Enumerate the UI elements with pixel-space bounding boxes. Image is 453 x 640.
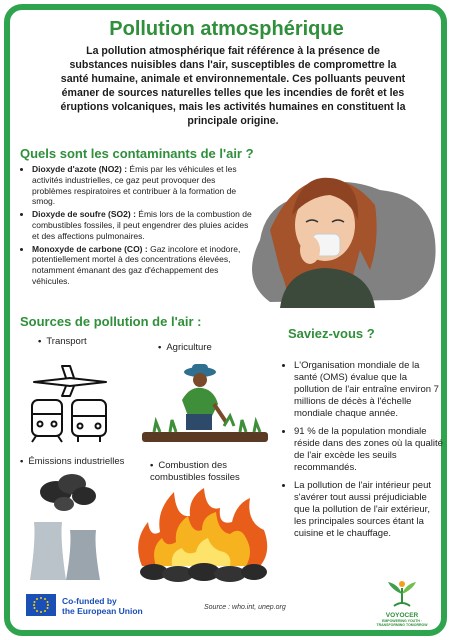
contaminant-term: Dioxyde de soufre (SO2) : bbox=[32, 209, 136, 220]
list-item: • 91 % de la population mondiale réside dans des zones où la qualité de l'air excède les seuils recommandés. bbox=[294, 426, 444, 474]
eu-line1: Co-funded by bbox=[62, 596, 117, 606]
source-combustion-label: • Combustion des combustibles fossiles bbox=[150, 460, 240, 483]
source-label: Combustion des combustibles fossiles bbox=[150, 460, 240, 483]
source-agriculture-label: • Agriculture bbox=[158, 342, 212, 353]
list-item: • La pollution de l'air intérieur peut s'avérer tout aussi préjudiciable que la pollution de l'air extérieur, les principales sources étant la cuisine et le chauffage. bbox=[294, 480, 444, 540]
factory-icon bbox=[20, 470, 120, 582]
eu-cofunded-text bbox=[62, 596, 143, 616]
list-item bbox=[32, 164, 257, 207]
sources-heading: Sources de pollution de l'air : bbox=[20, 314, 202, 329]
list-item bbox=[32, 244, 257, 287]
saviez-list bbox=[282, 360, 444, 546]
eu-flag-icon bbox=[26, 594, 56, 616]
contaminants-list bbox=[20, 164, 257, 289]
page-title: Pollution atmosphérique bbox=[109, 18, 344, 40]
source-transport-label: • Transport bbox=[38, 336, 87, 347]
fire-icon bbox=[132, 486, 272, 582]
woman-mask-illustration bbox=[230, 130, 440, 308]
intro-paragraph: La pollution atmosphérique fait référence à la présence de substances nuisibles dans l'air, susceptibles de compromettre la santé humaine, animale et environnementale. Ces polluants peuvent émaner de sources naturelles telles que les incendies de forêt et les éruptions volcaniques, mais les activités humaines en constituent la principale origine. bbox=[60, 45, 406, 127]
contaminant-term: Dioxyde d'azote (NO2) : bbox=[32, 164, 128, 174]
source-citation: Source : who.int, unep.org bbox=[204, 604, 286, 611]
transport-icon bbox=[26, 356, 114, 444]
voyocer-logo-text bbox=[372, 612, 432, 627]
logo-name: VOYOCER bbox=[385, 612, 419, 619]
eu-line2: the European Union bbox=[62, 606, 143, 616]
source-industrial-label: • Émissions industrielles bbox=[20, 456, 125, 467]
contaminant-text: Gaz incolore et inodore, potentiellement mortel à des concentrations élevées, notamment émanant des gaz d'échappement des véhicules. bbox=[32, 243, 241, 286]
contaminant-term: Monoxyde de carbone (CO) : bbox=[32, 243, 148, 254]
contaminants-heading: Quels sont les contaminants de l'air ? bbox=[20, 146, 254, 161]
source-label: Agriculture bbox=[166, 342, 212, 353]
saviez-heading: Saviez-vous ? bbox=[288, 326, 375, 341]
voyocer-logo-icon bbox=[384, 578, 420, 612]
source-label: Émissions industrielles bbox=[28, 456, 125, 467]
list-item bbox=[32, 209, 257, 241]
farmer-icon bbox=[140, 360, 270, 446]
contaminant-text: Émis par les véhicules et les activités industrielles, ce gaz peut provoquer des problèmes respiratoires et contribuer à la formation de smog. bbox=[32, 164, 237, 207]
source-label: Transport bbox=[46, 336, 87, 347]
list-item: • L'Organisation mondiale de la santé (OMS) évalue que la pollution de l'air entraîne environ 7 millions de décès à l'échelle mondiale chaque année. bbox=[294, 360, 444, 420]
logo-tagline: EMPOWERING YOUTH · TRANSFORMING TOMORROW bbox=[376, 619, 428, 627]
contaminant-text: Émis lors de la combustion de combustibles fossiles, il peut engendrer des pluies acides et des affections pulmonaires. bbox=[32, 209, 252, 241]
